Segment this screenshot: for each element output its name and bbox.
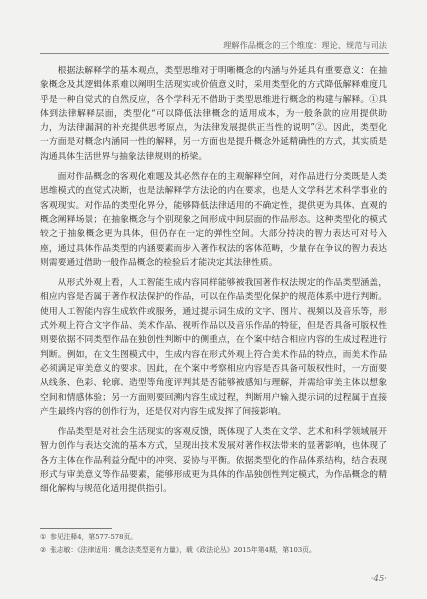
paragraph-1: 根据法解释学的基本观点，类型思维对于明晰概念的内涵与外延具有重要意义：在抽象概念及其逻辑体系难以阐明生活现实或价值意义时，采用类型化的方式降低解释难度几乎是一种自觉式的自然反应，各个学科无不借助于类型思维进行概念的构建与解释。①具体到法律解释层面，类型化“可以降低法律概念的适用成本，为一般条款的应用提供助力，为法律漏洞的补充提供思考原点，为法律发展提供正当性的说明”②。因此，类型化一方面是对概念内涵同一性的解释，另一方面也是提升概念外延精确性的方式，其实质是沟通具体生活世界与抽象法律规则的桥梁。 <box>40 66 387 162</box>
footnote-text: 张志敏：《法律适用：概念法类型更有力量》，载《政法论丛》2015年第4期，第103页。 <box>50 546 316 554</box>
paragraph-3: 从形式外观上看，人工智能生成内容同样能够被我国著作权法规定的作品类型涵盖，相应内容是否属于著作权法保护的作品，可以在作品类型化保护的规范体系中进行判断。使用人工智能内容生成软件或服务，通过提示词生成的文字、图片、视频以及音乐等，形式外观上符合文字作品、美术作品、视听作品以及音乐作品的特征，但是否具备可版权性则要依据不同类型作品在独创性判断中的侧重点，在个案中结合相应内容的生成过程进行判断。例如，在文生图模式中，生成内容在形式外观上符合美术作品的特点，而美术作品必须满足审美意义的要求。因此，在个案中考察相应内容是否具备可版权性时，一方面要从线条、色彩、轮廓、造型等角度评判其是否能够被感知与理解，并需给审美主体以想象空间和情感体验；另一方面则要回溯内容生成过程，判断用户输入提示词的过程属于直接产生最终内容的创作行为，还是仅对内容生成发挥了间接影响。 <box>40 278 387 417</box>
paragraph-4: 作品类型是对社会生活现实的客观反馈，既体现了人类在文学、艺术和科学领域展开智力创作与表达交流的基本方式，呈现出技术发展对著作权法带来的显著影响，也体现了各方主体在作品利益分配中的冲突、妥协与平衡。依据类型化的作品体系结构，结合表现形式与审美意义等作品要素，能够形成更为具体的作品独创性判定模式，为作品概念的精细化解构与规范化适用提供指引。 <box>40 427 387 495</box>
footnote-text: 参见注释4，第577-578页。 <box>50 533 138 541</box>
footnote-mark: ② <box>40 546 47 554</box>
header-rule <box>40 53 389 54</box>
footnote-rule <box>40 528 112 529</box>
footnote-2 <box>40 545 387 556</box>
paragraph-2: 面对作品概念的客观化难题及其必然存在的主观解释空间，对作品进行分类既是人类思维模式的直觉式决断，也是法解释学方法论的内在要求，也是人文学科艺术科学事业的客观现实。对作品的类型化界分，能够降低法律适用的不确定性，提供更为具体、直观的概念阐释场景；在抽象概念与个别现象之间形成中间层面的作品形态。这种类型化的模式较之于抽象概念更为具体，但仍存在一定的弹性空间。大部分持决的智力表达可对号入座，通过具体作品类型的内涵要素而步入著作权法的客体范畴，少量存在争议的智力表达则需要通过借助一般作品概念的检验后才能决定其法律性质。 <box>40 172 387 268</box>
footnote-1 <box>40 532 387 543</box>
page-number: ·45· <box>370 574 387 584</box>
footnotes <box>40 532 387 558</box>
footnote-mark: ① <box>40 533 47 541</box>
body-text <box>40 64 387 503</box>
running-header: 理解作品概念的三个维度：理论、规范与司法 <box>223 40 387 50</box>
